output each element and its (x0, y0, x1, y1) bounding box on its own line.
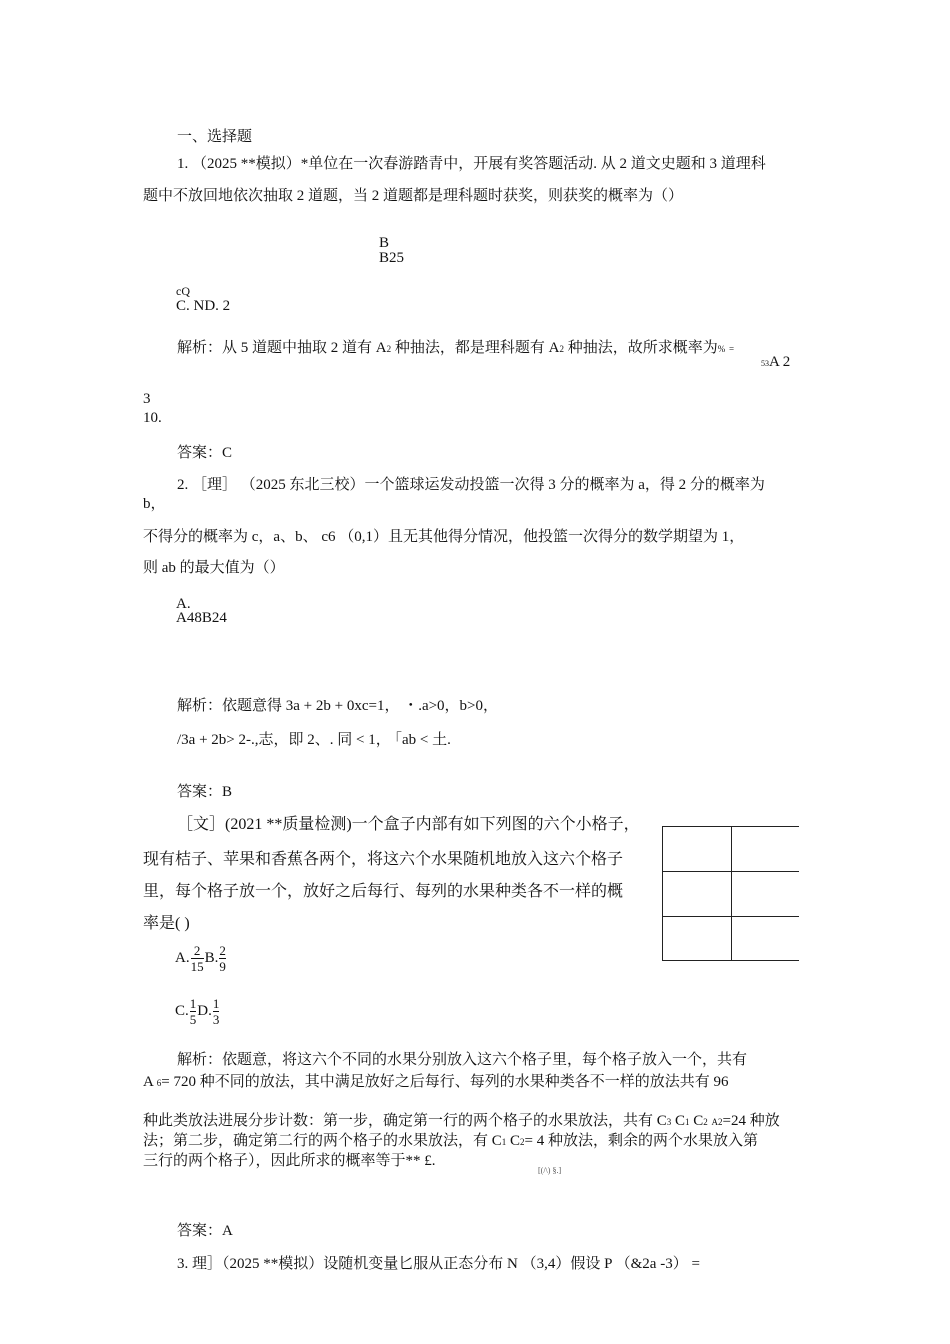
q2-line2: 不得分的概率为 c，a、b、 c6 （0,1）且无其他得分情况，他投篮一次得分的数学期望为 1， (143, 529, 745, 545)
q2-solution-1: 解析：依题意得 3a + 2b + 0xc=1， ・.a>0，b>0， (177, 698, 499, 714)
wen-solution-3: 种此类放法进展分步计数：第一步，确定第一行的两个格子的水果放法，共有 C3 C1 C2 A2=24 种放 (143, 1113, 780, 1129)
q2-option-a48: A48B24 (176, 610, 227, 626)
q2-answer: 答案：B (177, 784, 233, 800)
wen-solution-5: 三行的两个格子），因此所求的概率等于** £. (143, 1153, 436, 1169)
q1-solution-a2: 53A 2 (761, 354, 791, 370)
wen-line1: ［文］(2021 **质量检测)一个盒子内部有如下列图的六个小格子， (177, 816, 640, 833)
q2-option-a: A. (176, 596, 191, 612)
six-cell-grid-figure (662, 826, 799, 961)
q2-solution-2: /3a + 2b> 2-.,志，即 2、. 同 < 1， ｢ab < 土. (177, 732, 451, 748)
q1-solution: 解析：从 5 道题中抽取 2 道有 A2 种抽法，都是理科题有 A2 种抽法，故所求概率为% = (177, 340, 735, 356)
wen-answer: 答案：A (177, 1223, 233, 1239)
wen-solution-1: 解析：依题意，将这六个不同的水果分别放入这六个格子里，每个格子放入一个，共有 (177, 1052, 748, 1068)
q2-line1: 2. ［理］ （2025 东北三校）一个篮球运发动投篮一次得 3 分的概率为 a，得 2 分的概率为 (177, 477, 765, 493)
wen-solution-4: 法；第二步，确定第二行的两个格子的水果放法，有 C1 C2= 4 种放法，剩余的两个水果放入第 (143, 1133, 758, 1149)
q1-solution-10: 10. (143, 410, 162, 426)
q2-line3: 则 ab 的最大值为（） (143, 560, 285, 576)
section-title: 一、选择题 (177, 129, 253, 145)
q1-line2: 题中不放回地依次抽取 2 道题，当 2 道题都是理科题时获奖，则获奖的概率为（） (143, 188, 684, 204)
wen-line3: 里，每个格子放一个，放好之后每行、每列的水果种类各不一样的概 (143, 883, 624, 900)
q2-line1b: b， (143, 496, 166, 512)
q3-line1: 3. 理］（2025 **模拟）设随机变量匕服从正态分布 N （3,4）假设 P （&2a -3） = (177, 1256, 700, 1272)
wen-solution-2: A 6= 720 种不同的放法，其中满足放好之后每行、每列的水果种类各不一样的放法共有 96 (143, 1074, 729, 1090)
q1-answer: 答案：C (177, 445, 233, 461)
wen-options-ab: A. $\frac{2}{15}$ B. $\frac{2}{9}$ (175, 943, 226, 974)
wen-line4: 率是( ) (143, 915, 190, 932)
q1-line1: 1. （2025 **模拟）*单位在一次春游踏青中，开展有奖答题活动. 从 2 道文史题和 3 道理科 (177, 156, 766, 172)
q1-option-b: B (379, 235, 390, 251)
q1-option-cq: cQ (176, 284, 190, 298)
wen-line2: 现有桔子、苹果和香蕉各两个，将这六个水果随机地放入这六个格子 (143, 851, 624, 868)
wen-options-cd: C. $\frac{1}{5}$ D. $\frac{1}{3}$ (175, 996, 220, 1027)
q1-solution-3: 3 (143, 391, 151, 407)
wen-solution-tiny: [(/\) §.] (538, 1166, 562, 1175)
q1-option-b25: B25 (379, 250, 405, 266)
q1-option-cnd: C. ND. 2 (176, 298, 231, 314)
